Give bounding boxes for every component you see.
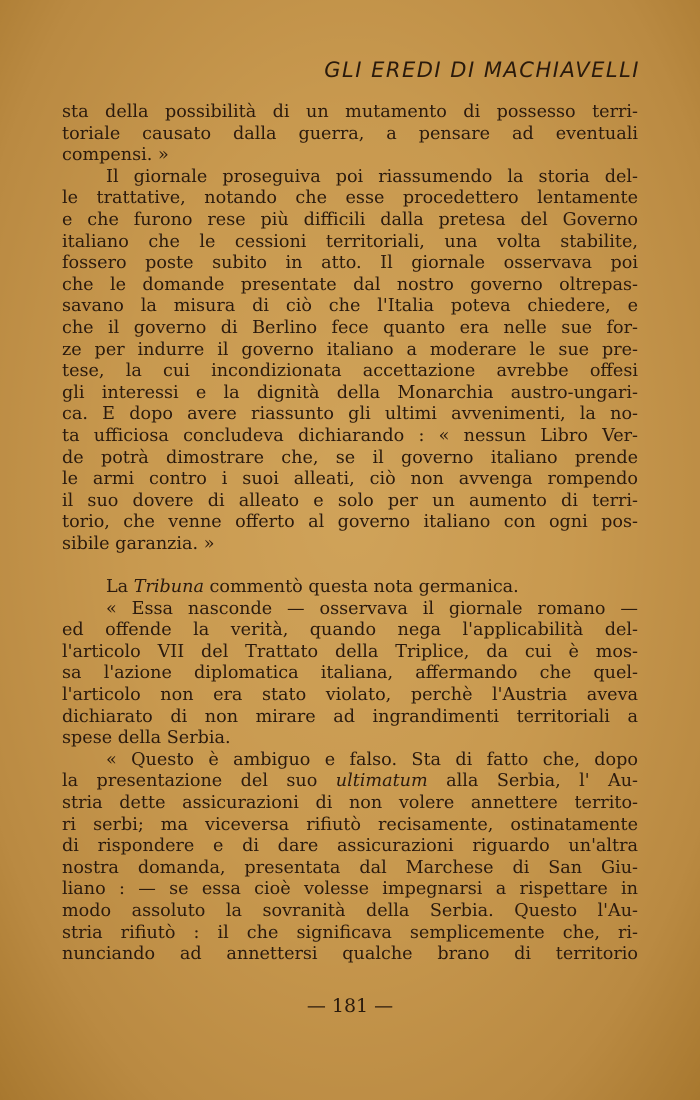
text-line: le trattative, notando che esse procedettero lentamente [62,188,638,209]
text-line: nunciando ad annettersi qualche brano di territorio [62,944,638,965]
text-line: Il giornale proseguiva poi riassumendo la storia del- [106,166,638,187]
text-line: le armi contro i suoi alleati, ciò non avvenga rompendo [62,469,638,490]
text-line: che le domande presentate dal nostro governo oltrepas- [62,274,638,295]
paragraph-gap [62,555,638,577]
text-line [62,771,638,793]
text-line: ri serbi; ma viceversa rifiutò recisamente, ostinatamente [62,814,638,835]
text-line: che il governo di Berlino fece quanto era nelle sue for- [62,317,638,338]
text-line: « Questo è ambiguo e falso. Sta di fatto che, dopo [106,749,638,770]
text-line: compensi. » [62,145,169,166]
text-line: sibile garanzia. » [62,533,215,554]
body-text [62,102,638,966]
text-line: liano : — se essa cioè volesse impegnarsi a rispettare in [62,879,638,900]
text-line: stria dette assicurazioni di non volere annettere territo- [62,793,638,813]
text-line: sa l'azione diplomatica italiana, affermando che quel- [62,663,638,684]
running-head: GLI EREDI DI MACHIAVELLI [324,58,640,82]
text-line: sta della possibilità di un mutamento di possesso terri- [62,102,638,122]
italic-title: Tribuna [133,577,204,598]
text-line: ed offende la verità, quando nega l'applicabilità del- [62,620,638,641]
text-segment: commentò questa nota germanica. [203,577,519,598]
page-number: — 181 — [306,995,394,1017]
text-line: ta ufficiosa concludeva dichiarando : « nessun Libro Ver- [62,425,638,446]
text-line: ze per indurre il governo italiano a moderare le sue pre- [62,339,638,360]
text-line: ca. E dopo avere riassunto gli ultimi avvenimenti, la no- [62,404,638,425]
text-line: nostra domanda, presentata dal Marchese di San Giu- [62,857,638,878]
text-line: il suo dovere di alleato e solo per un aumento di terri- [62,490,638,511]
text-line: toriale causato dalla guerra, a pensare ad eventuali [62,123,638,144]
text-line: l'articolo non era stato violato, perchè l'Austria aveva [62,685,638,706]
text-segment: alla Serbia, l' Au- [427,771,638,792]
text-segment: La [106,577,134,598]
text-line: torio, che venne offerto al governo italiano con ogni pos- [62,512,638,533]
text-line: spese della Serbia. [62,728,231,749]
text-line: gli interessi e la dignità della Monarchia austro-ungari- [62,382,638,403]
text-line: de potrà dimostrare che, se il governo italiano prende [62,447,638,468]
text-line: tese, la cui incondizionata accettazione avrebbe offesi [62,361,638,382]
text-line: italiano che le cessioni territoriali, una volta stabilite, [62,231,638,252]
text-line: di rispondere e di dare assicurazioni riguardo un'altra [62,836,638,857]
text-line: l'articolo VII del Trattato della Triplice, da cui è mos- [62,641,638,662]
text-line: savano la misura di ciò che l'Italia poteva chiedere, e [62,296,638,317]
text-line [62,577,638,599]
text-line: fossero poste subito in atto. Il giornale osservava poi [62,253,638,274]
text-line: e che furono rese più difficili dalla pretesa del Governo [62,209,638,230]
text-line: dichiarato di non mirare ad ingrandimenti territoriali a [62,706,638,727]
text-segment: la presentazione del suo [62,771,336,792]
italic-title: ultimatum [335,771,428,792]
text-line: stria rifiutò : il che significava semplicemente che, ri- [62,922,638,943]
text-line: modo assoluto la sovranità della Serbia. Questo l'Au- [62,900,638,921]
text-line: « Essa nasconde — osservava il giornale romano — [106,598,638,619]
